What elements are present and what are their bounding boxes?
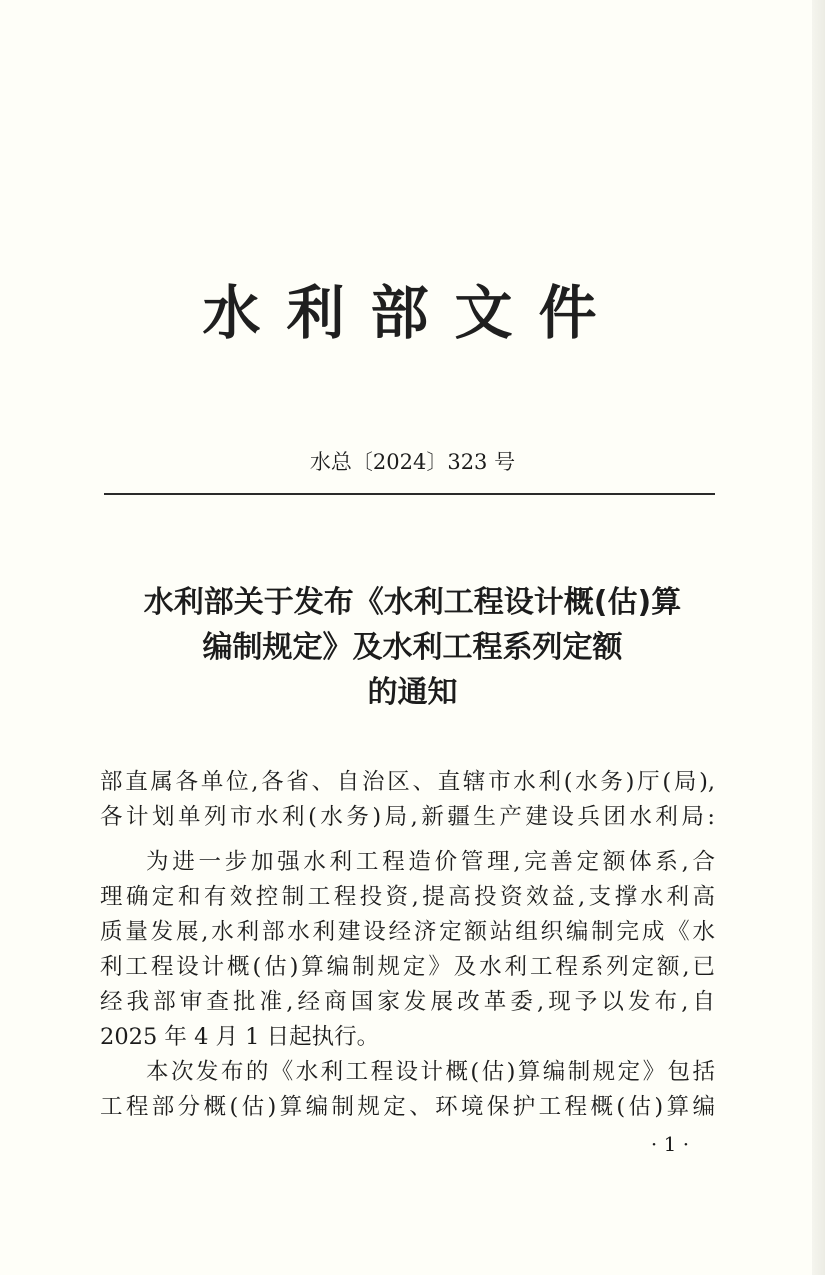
body-line-1: 部直属各单位,各省、自治区、直辖市水利(水务)厅(局), [100,769,715,795]
page-number: · 1 · [650,1132,690,1156]
body-line-2: 各计划单列市水利(水务)局,新疆生产建设兵团水利局: [100,804,715,830]
body-line-7: 经我部审查批准,经商国家发展改革委,现予以发布,自 [100,989,715,1015]
body-line-3: 为进一步加强水利工程造价管理,完善定额体系,合 [146,849,715,875]
body-line-9: 本次发布的《水利工程设计概(估)算编制规定》包括 [146,1059,715,1085]
title-line-1: 水利部关于发布《水利工程设计概(估)算 [143,585,682,620]
page-edge [812,0,825,1275]
body-line-5: 质量发展,水利部水利建设经济定额站组织编制完成《水 [100,919,715,945]
document-header: 水利部文件 [202,279,623,347]
title-line-2: 编制规定》及水利工程系列定额 [202,630,623,665]
document-title [100,580,725,715]
body-line-8: 2025 年 4 月 1 日起执行。 [100,1024,380,1050]
body-line-4: 理确定和有效控制工程投资,提高投资效益,支撑水利高 [100,884,715,910]
body-line-10: 工程部分概(估)算编制规定、环境保护工程概(估)算编 [100,1094,715,1120]
document-number: 水总〔2024〕323 号 [309,450,516,474]
title-line-3: 的通知 [367,675,458,710]
body-line-6: 利工程设计概(估)算编制规定》及水利工程系列定额,已 [100,954,715,980]
header-divider [104,493,715,495]
